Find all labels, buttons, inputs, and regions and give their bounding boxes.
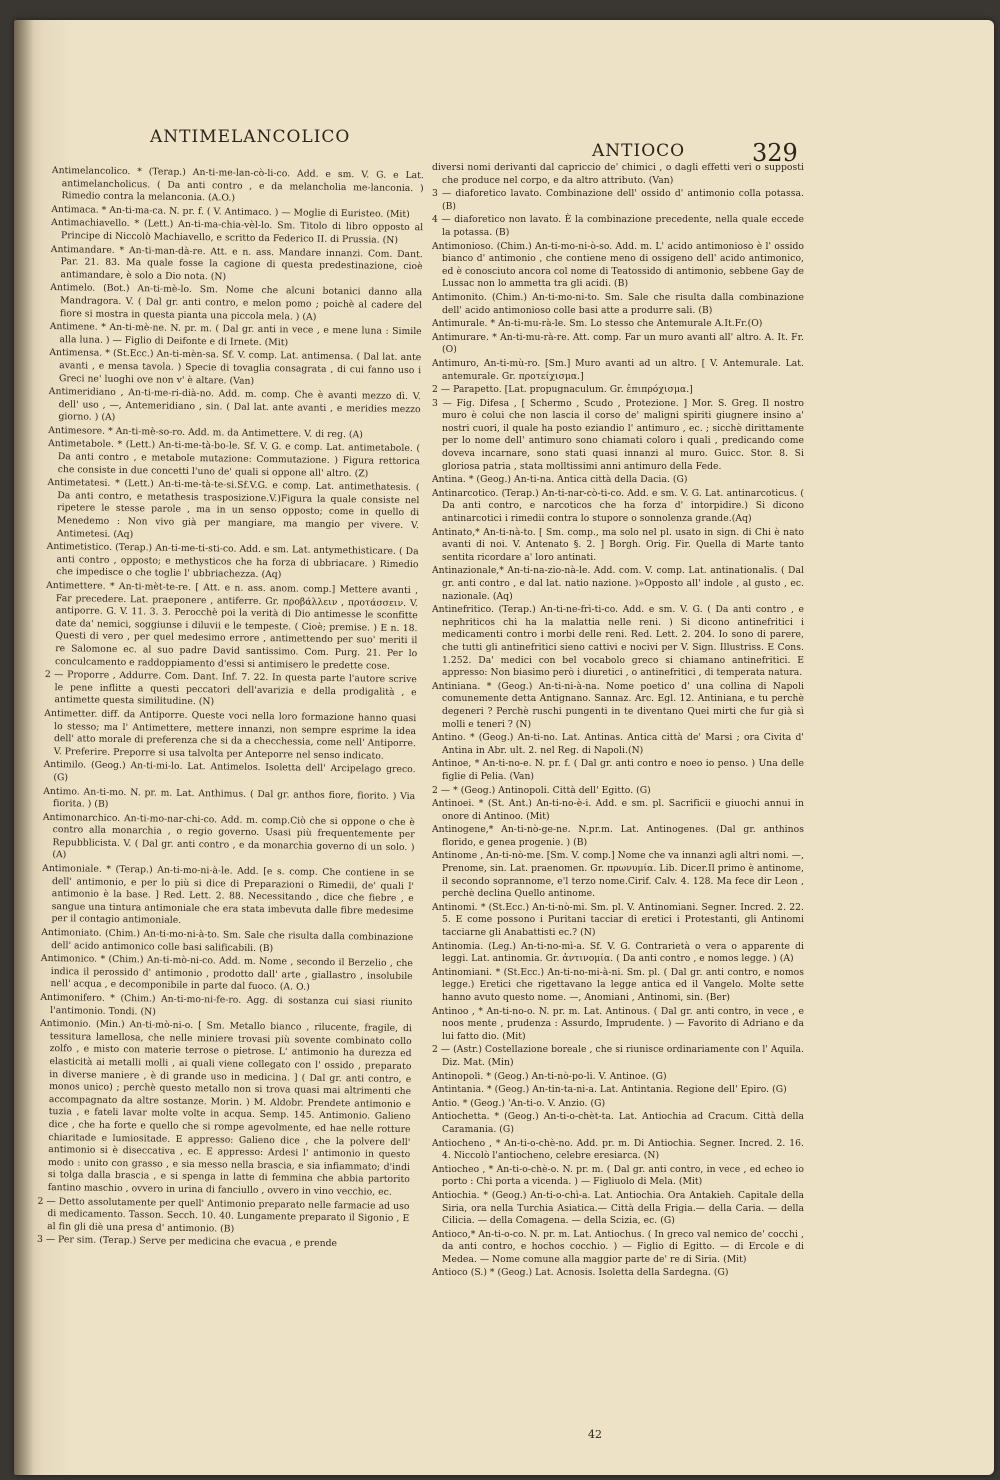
dictionary-entry: Antimonito. (Chim.) An-ti-mo-ni-to. Sm. Sale che risulta dalla combinazione dell' acido antimonioso colle basi atte a produrre sali. (B) <box>432 291 804 316</box>
dictionary-entry: Antimoniato. (Chim.) An-ti-mo-ni-à-to. Sm. Sale che risulta dalla combinazione dell' acido antimonico colle basi salificabili. (B) <box>41 926 414 954</box>
dictionary-entry: Antinogene,* An-ti-nò-ge-ne. N.pr.m. Lat. Antinogenes. (Dal gr. anthinos florido, e genea progenie. ) (B) <box>432 824 804 848</box>
dictionary-entry: Antimetabole. * (Lett.) An-ti-me-tà-bo-le. Sf. V. G. e comp. Lat. antimetabole. ( Da anti contro , e metabole mutazione: Commutazione. ) Figura rettorica che consiste in due concetti l'uno de' quali si oppone all' altro. (Z) <box>48 438 421 480</box>
dictionary-entry: Antiochia. * (Geog.) An-ti-o-chì-a. Lat. Antiochia. Ora Antakieh. Capitale della Siria, ora nella Turchia Asiatica.— Città della Frigia.— della Caria. — della Cilicia. — della Comagena. — della Scizia, ec. (G) <box>432 1189 804 1227</box>
dictionary-entry: diversi nomi derivanti dal capriccio de' chimici , o dagli effetti veri o supposti che produce nel corpo, e da altro attributo. (Van) <box>432 162 804 186</box>
dictionary-entry: Antioco,* An-ti-o-co. N. pr. m. Lat. Antiochus. ( In greco val nemico de' cocchi , da anti contro, e hochos cocchio. ) — Figlio di Egitto. — di Ercole e di Medea. — Nome comune alla maggior parte de' re di Siria. (Mit) <box>432 1228 804 1265</box>
dictionary-entry: Antimuro, An-ti-mù-ro. [Sm.] Muro avanti ad un altro. [ V. Antemurale. Lat. antemurale. Gr. προτείχισμα.] <box>432 357 804 382</box>
dictionary-entry: 2 — Detto assolutamente per quell' Antimonio preparato nelle farmacie ad uso di medicamento. Tasson. Secch. 10. 40. Lungamente preparato il Sigonio , E al fin gli diè una presa d' antimonio. (B) <box>37 1195 410 1235</box>
dictionary-entry: Antinomi. * (St.Ecc.) An-ti-nò-mi. Sm. pl. V. Antinomiani. Segner. Incred. 2. 22. 5. E come possono i Puritani tacciar di eretici i Protestanti, gli Antinomi tacciarne gli Anabattisti ec.? (N) <box>432 901 804 939</box>
dictionary-entry: 2 — (Astr.) Costellazione boreale , che si riunisce ordinariamente con l' Aquila. Diz. Mat. (Min) <box>432 1044 804 1068</box>
dictionary-entry: Antimo. An-ti-mo. N. pr. m. Lat. Anthimus. ( Dal gr. anthos fiore, fiorito. ) Via fiorita. ) (B) <box>43 785 416 810</box>
dictionary-entry: Antiochetta. * (Geog.) An-ti-o-chèt-ta. Lat. Antiochia ad Cracum. Città della Caramania. (G) <box>432 1111 804 1135</box>
dictionary-entry: Antimonioso. (Chim.) An-ti-mo-ni-ò-so. Add. m. L' acido antimonioso è l' ossido bianco d' antimonio , che contiene meno di ossigeno dell' acido antimonico, ed è conosciuto ancora col nome di Teatossido di antimonio, sebbene Gay de Lussac non lo ammetta tra gli acidi. (B) <box>432 240 804 290</box>
dictionary-entry: Antimonio. (Min.) An-ti-mò-ni-o. [ Sm. Metallo bianco , rilucente, fragile, di tessitura lamellosa, che nelle miniere trovasi più sovente combinato collo zolfo , e misto con materie terrose o pietrose. L' antimonio ha durezza ed elasticità ai metalli molli , ai quali viene collegato con l' ossido , preparato in diverse maniere , è di grande uso in medicina. ] ( Dal gr. anti contro, e monos unico) ; perchè questo metallo non si trova quasi mai altrimenti che accompagnato da altre sostanze. Morin. ) M. Aldobr. Prendete antimonio e tuzia , e fateli lavar molte volte in acqua. Semp. 145. Antimonio. Galieno dice , che ha forte e quello che si rompe agevolmente, ed hae nelle rotture chiaritade e lumiositade. E appresso: Galieno dice , che la polvere dell' antimonio si è diseccativa , ec. E appresso: Ardesi l' antimonio in questo modo : unito con grasso , e sia messo nella brascia, e sia infiammato; d'indi si tolga dalla brascia , e si spenga in latte di femmina che abbia partorito fantino maschio , ovvero in urina di fanciullo , ovvero in vino vecchio, ec. <box>39 1018 413 1198</box>
dictionary-entry: Antimandare. * An-ti-man-dà-re. Att. e n. ass. Mandare innanzi. Com. Dant. Par. 21. 83. Ma quale fosse la cagione di questa predestinazione, cioè antimandare, è solo a Dio nota. (N) <box>50 243 423 283</box>
dictionary-entry: Antinoo , * An-ti-no-o. N. pr. m. Lat. Antinous. ( Dal gr. anti contro, in vece , e noos mente , prudenza : Assurdo, Imprudente. ) — Favorito di Adriano e da lui fatto dio. (Mit) <box>432 1005 804 1042</box>
dictionary-entry: Antinazionale,* An-ti-na-zio-nà-le. Add. com. V. comp. Lat. antinationalis. ( Dal gr. anti contro , e dal lat. natio nazione. )»Opposto all' indole , al gusto , ec. nazionale. (Aq) <box>432 565 804 602</box>
dictionary-entry: 4 — diaforetico non lavato. È la combinazione precedente, nella quale eccede la potassa. (B) <box>432 214 804 238</box>
dictionary-entry: Antimetter. diff. da Antiporre. Queste voci nella loro formazione hanno quasi lo stesso; ma l' Antimettere, mettere innanzi, non sempre esprime la idea dell' atto morale di preferenza che si da a checchessia, come nell' Antiporre. V. Preferire. Preporre si usa talvolta per Anteporre nel senso indicato. <box>44 707 417 762</box>
dictionary-entry: Antintania. * (Geog.) An-tin-ta-ni-a. Lat. Antintania. Regione dell' Epiro. (G) <box>432 1084 787 1096</box>
dictionary-entry: Antina. * (Geog.) An-ti-na. Antica città della Dacia. (G) <box>432 474 688 486</box>
dictionary-entry: Antimene. * An-ti-mè-ne. N. pr. m. ( Dal gr. anti in vece , e mene luna : Simile alla luna. ) — Figlio di Deifonte e di Irnete. (Mit) <box>49 321 422 349</box>
dictionary-entry: Antimelancolico. * (Terap.) An-ti-me-lan-cò-li-co. Add. e sm. V. G. e Lat. antimelancholicus. ( Da anti contro , e da melancholia me-lanconia. ) Rimedio contra la melanconia. (A.O.) <box>51 165 424 204</box>
dictionary-entry: Antimelo. (Bot.) An-ti-mè-lo. Sm. Nome che alcuni botanici danno alla Mandragora. V. ( Dal gr. anti contro, e melon pomo ; poichè al cadere del fiore si mostra in questa pianta una piccola mela. ) (A) <box>50 282 423 323</box>
dictionary-entry: Antinomia. (Leg.) An-ti-no-mì-a. Sf. V. G. Contrarietà o vera o apparente di leggi. Lat. antinomia. Gr. ἀντινομία. ( Da anti contro , e nomos legge. ) (A) <box>432 940 804 965</box>
signature-mark: 42 <box>588 1428 602 1441</box>
dictionary-entry: Antimonifero. * (Chim.) An-ti-mo-ni-fe-ro. Agg. di sostanza cui siasi riunito l'antimonio. Tondi. (N) <box>40 991 413 1018</box>
dictionary-entry: Antimeridiano , An-ti-me-ri-dià-no. Add. m. comp. Che è avanti mezzo dì. V. dell' uso , —, Antemeridiano , sin. ( Dal lat. ante avanti , e meridies mezzo giorno. ) (A) <box>48 386 421 424</box>
page-number: 329 <box>752 139 798 167</box>
running-head-left: ANTIMELANCOLICO <box>150 127 351 147</box>
dictionary-entry: Antinome , An-ti-nò-me. [Sm. V. comp.] Nome che va innanzi agli altri nomi. —, Prenome, sin. Lat. praenomen. Gr. πρωνυμία. Lib. Dicer.Il primo è antinome, il secondo soprannome, e'l terzo nome.Cirif. Calv. 4. 128. Ma fece dir Leon , perchè declina Quello antinome. <box>432 850 804 900</box>
dictionary-entry: Antinomiani. * (St.Ecc.) An-ti-no-mi-à-ni. Sm. pl. ( Dal gr. anti contro, e nomos legge.) Eretici che rigettavano la legge antica ed il Vangelo. Molte sette hanno avuto questo nome. —, Anomiani , Antinomi, sin. (Ber) <box>432 966 804 1003</box>
book-gutter-shadow <box>14 20 34 1475</box>
dictionary-entry: Antimonico. * (Chim.) An-ti-mò-ni-co. Add. m. Nome , secondo il Berzelio , che indica il perossido d' antimonio , prodotto dall' arte , giallastro , insolubile nell' acqua , e decomponibile in parte dal fuoco. (A. O.) <box>40 953 413 994</box>
dictionary-entry: Antino. * (Geog.) An-ti-no. Lat. Antinas. Antica città de' Marsi ; ora Civita d' Antina in Abr. ult. 2. nel Reg. di Napoli.(N) <box>432 732 804 756</box>
dictionary-entry: Antio. * (Geog.) 'An-ti-o. V. Anzio. (G) <box>432 1097 606 1109</box>
dictionary-entry: Antiniana. * (Geog.) An-ti-ni-à-na. Nome poetico d' una collina di Napoli comunemente detta Antignano. Sannaz. Arc. Egl. 12. Antiniana, e tu perchè degeneri ? Perchè ruschi pungenti in te diventano Quei mirti che fur già sì molli e teneri ? (N) <box>432 680 804 730</box>
dictionary-entry: Antimetatesi. * (Lett.) An-ti-me-tà-te-si.Sf.V.G. e comp. Lat. antimethatesis. ( Da anti contro, e metathesis trasposizione.V.)Figura la quale consiste nel ripetere le stesse parole , ma in un senso opposto; come in quello di Menedemo : Non vivo già per mangiare, ma mangio per vivere. V. Antimetesi. (Aq) <box>47 477 420 540</box>
dictionary-entry: Antimoniale. * (Terap.) An-ti-mo-ni-à-le. Add. [e s. comp. Che contiene in se dell' antimonio, e per lo più si dice di Preparazioni o Rimedii, de' quali l' antimonio è la base. ] Red. Lett. 2. 88. Necessitando , dice che fiebre , e sangue una tintura antimoniale che era stata imbevuta dalle fibre medesime per il contagio antimoniale. <box>42 862 415 927</box>
dictionary-entry: 3 — Fig. Difesa , [ Schermo , Scudo , Protezione. ] Mor. S. Greg. Il nostro muro è colui che non lascia il corso de' maligni spiriti giugnere insino a' nostri cuori, il quale ha posto eziandio l' antimuro , ec. ; sicchè dirittamente per lo nome dell' antimuro sono chiamati coloro i quali , predicando come doveva incarnare, sono stati quasi innanzi al muro. Guicc. Stor. 8. Si gloriosa patria , stata molltissimi anni antimuro della Fede. <box>432 397 804 472</box>
dictionary-entry: 2 — Parapetto. [Lat. propugnaculum. Gr. ἐπιπρόχισμα.] <box>432 384 693 396</box>
dictionary-entry: 3 — Per sim. (Terap.) Serve per medicina che evacua , e prende <box>36 1234 338 1250</box>
dictionary-entry: 2 — * (Geog.) Antinopoli. Città dell' Egitto. (G) <box>432 784 651 796</box>
dictionary-entry: Antimurare. * An-ti-mu-rà-re. Att. comp. Far un muro avanti all' altro. A. It. Fr. (O) <box>432 331 804 356</box>
left-column <box>37 165 424 1253</box>
dictionary-entry: Antimachiavello. * (Lett.) An-ti-ma-chia-vèl-lo. Sm. Titolo di libro opposto al Principe di Niccolò Machiavello, e scritto da Federico II. di Prussia. (N) <box>51 217 424 246</box>
right-column <box>432 162 804 1281</box>
dictionary-entry: 2 — Proporre , Addurre. Com. Dant. Inf. 7. 22. In questa parte l'autore scrive le pene inflitte a questi peccatori dell'avarizia e della prodigalità , e antimette questa similitudine. (N) <box>44 669 417 708</box>
dictionary-entry: Antimettere. * An-ti-mèt-te-re. [ Att. e n. ass. anom. comp.] Mettere avanti , Far precedere. Lat. praeponere , antiferre. Gr. προβάλλειν , προτάσσειν. V. antiporre. G. V. 11. 3. 3. Perocchè poi la verità di Dio antimesse le sconfitte date da' nemici, soggiunse i diluvii e le tempeste. ( Cioè; premise. ) E n. 18. Questi di vero , per quel medesimo errore , antimettendo per suo' meriti il re Salomone ec. al suo padre David santissimo. Com. Purg. 21. Per lo conculcamento e raddoppiamento d'essi si antimisero le predette cose. <box>46 579 419 672</box>
dictionary-entry: Antiocheo , * An-ti-o-chè-o. N. pr. m. ( Dal gr. anti contro, in vece , ed echeo io porto : Chi porta a vicenda. ) — Figliuolo di Mela. (Mit) <box>432 1163 804 1188</box>
dictionary-entry: Antioco (S.) * (Geog.) Lat. Acnosis. Isoletta della Sardegna. (G) <box>432 1267 729 1279</box>
dictionary-entry: Antimurale. * An-ti-mu-rà-le. Sm. Lo stesso che Antemurale A.It.Fr.(O) <box>432 318 763 330</box>
dictionary-entry: Antimonarchico. An-ti-mo-nar-chi-co. Add. m. comp.Ciò che si oppone o che è contro alla monarchia , o regio governo. Usasi più frequentemente per Repubblicista. V. ( Dal gr. anti contro , e da monarchia governo di un solo. ) (A) <box>42 811 415 861</box>
dictionary-entry: Antinoe, * An-ti-no-e. N. pr. f. ( Dal gr. anti contro e noeo io penso. ) Una delle figlie di Pelia. (Van) <box>432 758 804 782</box>
dictionary-entry: Antimensa. * (St.Ecc.) An-ti-mèn-sa. Sf. V. comp. Lat. antimensa. ( Dal lat. ante avanti , e mensa tavola. ) Specie di tovaglia consagrata , di cui fanno uso i Greci ne' luoghi ove non v' è altare. (Van) <box>49 347 422 387</box>
dictionary-entry: 3 — diaforetico lavato. Combinazione dell' ossido d' antimonio colla potassa. (B) <box>432 188 804 212</box>
dictionary-entry: Antinoei. * (St. Ant.) An-ti-no-è-i. Add. e sm. pl. Sacrificii e giuochi annui in onore di Antinoo. (Mit) <box>432 798 804 822</box>
dictionary-entry: Antimaca. * An-ti-ma-ca. N. pr. f. ( V. Antimaco. ) — Moglie di Euristeo. (Mit) <box>51 203 410 220</box>
dictionary-entry: Antimesore. * An-ti-mè-so-ro. Add. m. da Antimettere. V. di reg. (A) <box>48 424 363 441</box>
dictionary-entry: Antinato,* An-ti-nà-to. [ Sm. comp., ma solo nel pl. usato in sign. di Chi è nato avanti di noi. V. Antenato §. 2. ] Borgh. Orig. Fir. Quella di Marte tanto sentita ricordare a' loro antinati. <box>432 526 804 563</box>
dictionary-entry: Antinarcotico. (Terap.) An-ti-nar-cò-ti-co. Add. e sm. V. G. Lat. antinarcoticus. ( Da anti contro, e narcoticos che ha forza d' intorpidire.) Si dicono antinarcotici i rimedii contra lo stupore o sonnolenza grande.(Aq) <box>432 487 804 525</box>
dictionary-entry: Antimilo. (Geog.) An-ti-mi-lo. Lat. Antimelos. Isoletta dell' Arcipelago greco. (G) <box>43 759 416 784</box>
running-head-right: ANTIOCO <box>592 141 686 161</box>
dictionary-entry: Antiocheno , * An-ti-o-chè-no. Add. pr. m. Di Antiochia. Segner. Incred. 2. 16. 4. Niccolò l'antiocheno, celebre eresiarca. (N) <box>432 1137 804 1162</box>
dictionary-entry: Antimetistico. (Terap.) An-ti-me-ti-sti-co. Add. e sm. Lat. antymethisticare. ( Da anti contro , opposto; e methysticos che ha forza di ubbriacare. ) Rimedio che impedisce o che toglie l' ubbriachezza. (Aq) <box>46 541 419 581</box>
dictionary-entry: Antinefritico. (Terap.) An-ti-ne-frì-ti-co. Add. e sm. V. G. ( Da anti contro , e nephriticos chi ha la malattia nelle reni. ) Si dicono antinefritici i medicamenti contro i morbi delle reni. Red. Lett. 2. 204. Io sono di parere, che tutti gli antinefritici sieno cattivi e nocivi per V. Sign. Illustriss. E Cons. 1.252. Da' medici con bel vocabolo greco si chiamano antinefritici. E appresso: Non biasimo però i diuretici , o antinefritici , di temperata natura. <box>432 604 804 679</box>
dictionary-entry: Antinopoli. * (Geog.) An-ti-nò-po-li. V. Antinoe. (G) <box>432 1070 667 1082</box>
